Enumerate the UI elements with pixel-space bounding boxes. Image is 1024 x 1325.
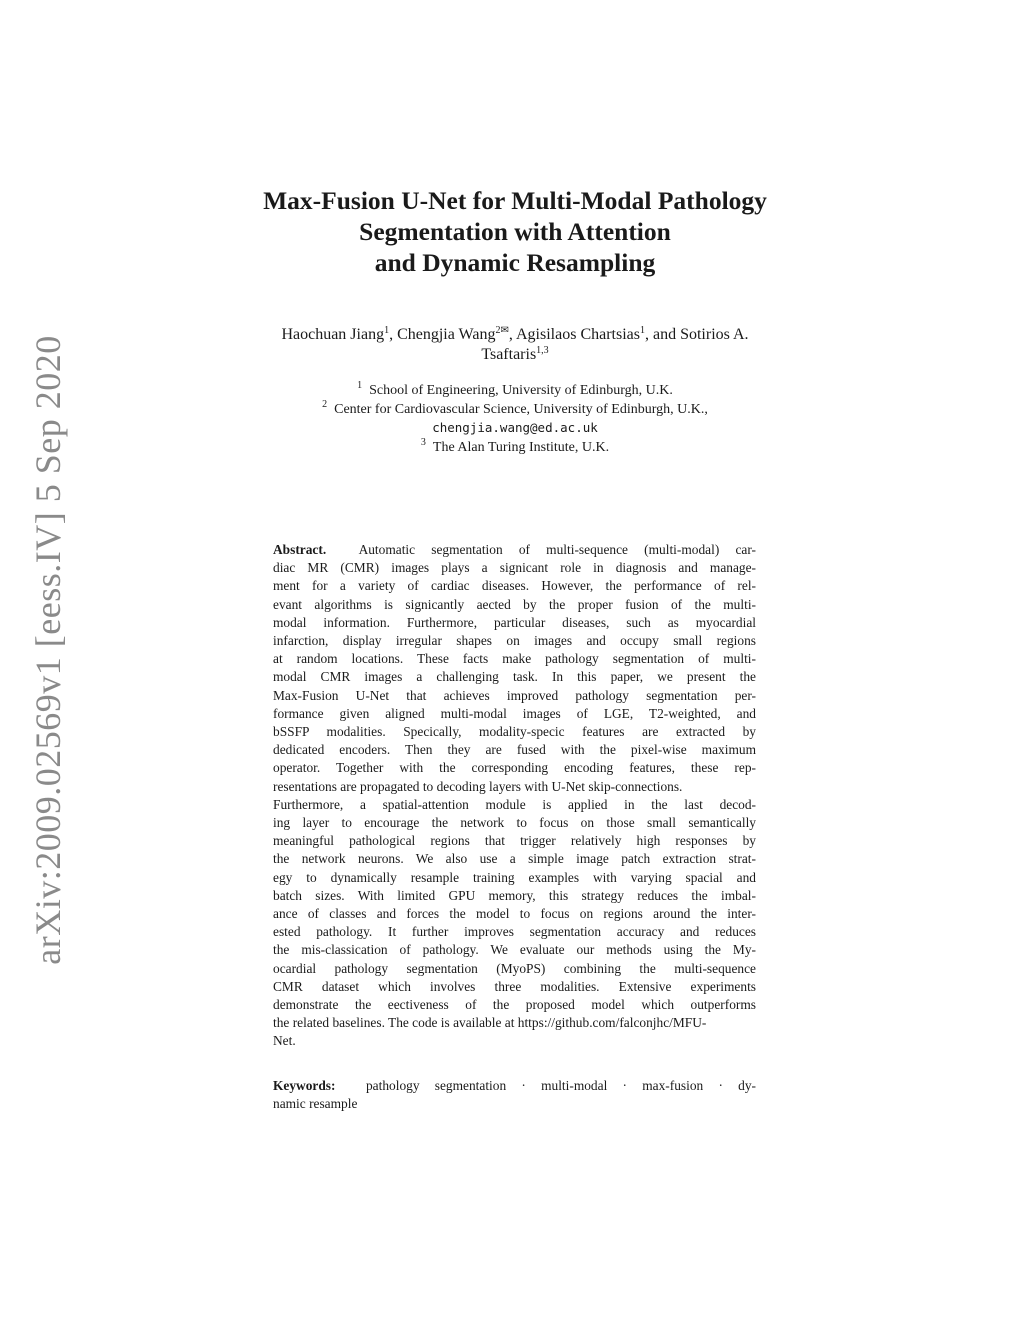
affiliation-3 (200, 436, 830, 458)
abstract-line: demonstrate the eectiveness of the proposed model which outperforms (273, 997, 756, 1013)
affiliation-1 (200, 382, 830, 401)
affil-text: The Alan Turing Institute, U.K. (432, 439, 610, 455)
abstract-line: infarction, display irregular shapes on images and occupy small regions (273, 633, 756, 649)
affiliation-list (200, 382, 830, 457)
abstract-line: CMR dataset which involves three modalities. Extensive experiments (273, 978, 756, 994)
abstract-line: Furthermore, a spatial-attention module is applied in the last decod- (273, 796, 756, 812)
email-link[interactable]: chengjia.wang@ed.ac.uk (432, 420, 598, 435)
affiliation-email (200, 419, 830, 439)
abstract-line: dedicated encoders. Then they are fused with the pixel-wise maximum (273, 742, 756, 758)
author-affil-marker: 1 (639, 325, 645, 336)
abstract-line: resentations are propagated to decoding layers with U-Net skip-connections. (273, 778, 683, 794)
abstract-line: at random locations. These facts make pathology segmentation of multi- (273, 651, 756, 667)
author-name: Tsaftaris (481, 346, 537, 363)
keywords-line: namic resample (273, 1096, 358, 1112)
abstract-line: formance given aligned multi-modal images of LGE, T2-weighted, and (273, 705, 756, 721)
abstract-line: operator. Together with the corresponding encoding features, these rep- (273, 760, 756, 776)
author-list (200, 325, 830, 365)
abstract-line: the network neurons. We also use a simple image patch extraction strat- (273, 851, 756, 867)
abstract-line: diac MR (CMR) images plays a signicant role in diagnosis and manage- (273, 560, 756, 576)
abstract-line: ested pathology. It further improves segmentation accuracy and reduces (273, 924, 756, 940)
author-name: , Chengjia Wang (389, 326, 496, 343)
abstract-line: ing layer to encourage the network to focus on those small semantically (273, 815, 756, 831)
author-name: Haochuan Jiang (281, 326, 385, 343)
abstract-line: ance of classes and forces the model to focus on regions around the inter- (273, 906, 756, 922)
author-line-2 (200, 345, 830, 365)
abstract-line: Net. (273, 1033, 296, 1049)
keywords-line (273, 1077, 756, 1095)
title-line: Max-Fusion U-Net for Multi-Modal Pathology (263, 186, 767, 215)
abstract-line: the mis-classication of pathology. We evaluate our methods using the My- (273, 942, 756, 958)
affil-marker: 3 (420, 436, 426, 448)
author-affil-marker: 1 (384, 325, 390, 336)
affiliation-2 (200, 398, 830, 420)
author-name: , and Sotirios A. (644, 326, 749, 343)
author-name: , Agisilaos Chartsias (508, 326, 640, 343)
author-affil-marker: 1,3 (536, 345, 549, 356)
affil-marker: 1 (357, 380, 363, 391)
abstract-line: modal information. Furthermore, particular diseases, such as myocardial (273, 614, 756, 630)
paper-title (200, 185, 830, 278)
abstract-line (273, 541, 756, 559)
author-affil-marker: 2✉ (495, 325, 509, 336)
abstract-line: egy to dynamically resample training examples with varying spacial and (273, 869, 756, 885)
keywords (273, 1077, 756, 1113)
author-line-1 (200, 325, 830, 345)
affil-text: School of Engineering, University of Edinburgh, U.K. (369, 383, 673, 398)
abstract (273, 541, 756, 1051)
abstract-line-text: Automatic segmentation of multi-sequence (multi-modal) car- (358, 542, 757, 557)
title-line: and Dynamic Resampling (374, 248, 656, 277)
title-line: Segmentation with Attention (359, 217, 671, 246)
affil-marker: 2 (322, 398, 328, 410)
keywords-text: pathology segmentation · multi-modal · max-fusion · dy- (365, 1078, 756, 1093)
affil-text: Center for Cardiovascular Science, University of Edinburgh, U.K., (334, 401, 708, 417)
abstract-line: Max-Fusion U-Net that achieves improved pathology segmentation per- (273, 687, 756, 703)
abstract-line: ment for a variety of cardiac diseases. However, the performance of rel- (273, 578, 756, 594)
abstract-line: batch sizes. With limited GPU memory, this strategy reduces the imbal- (273, 887, 756, 903)
abstract-line: the related baselines. The code is available at https://github.com/falconjhc/MFU- (273, 1015, 707, 1031)
abstract-line: meaningful pathological regions that trigger relatively high responses by (273, 833, 756, 849)
abstract-heading: Abstract. (273, 542, 327, 557)
abstract-line: bSSFP modalities. Specically, modality-specic features are extracted by (273, 724, 756, 740)
arxiv-identifier-text: arXiv:2009.02569v1 [eess.IV] 5 Sep 2020 (28, 335, 68, 965)
abstract-line: ocardial pathology segmentation (MyoPS) combining the multi-sequence (273, 960, 756, 976)
abstract-line: evant algorithms is signicantly aected by the proper fusion of the multi- (273, 596, 756, 612)
abstract-line: modal CMR images a challenging task. In this paper, we present the (273, 669, 756, 685)
keywords-heading: Keywords: (273, 1078, 336, 1093)
